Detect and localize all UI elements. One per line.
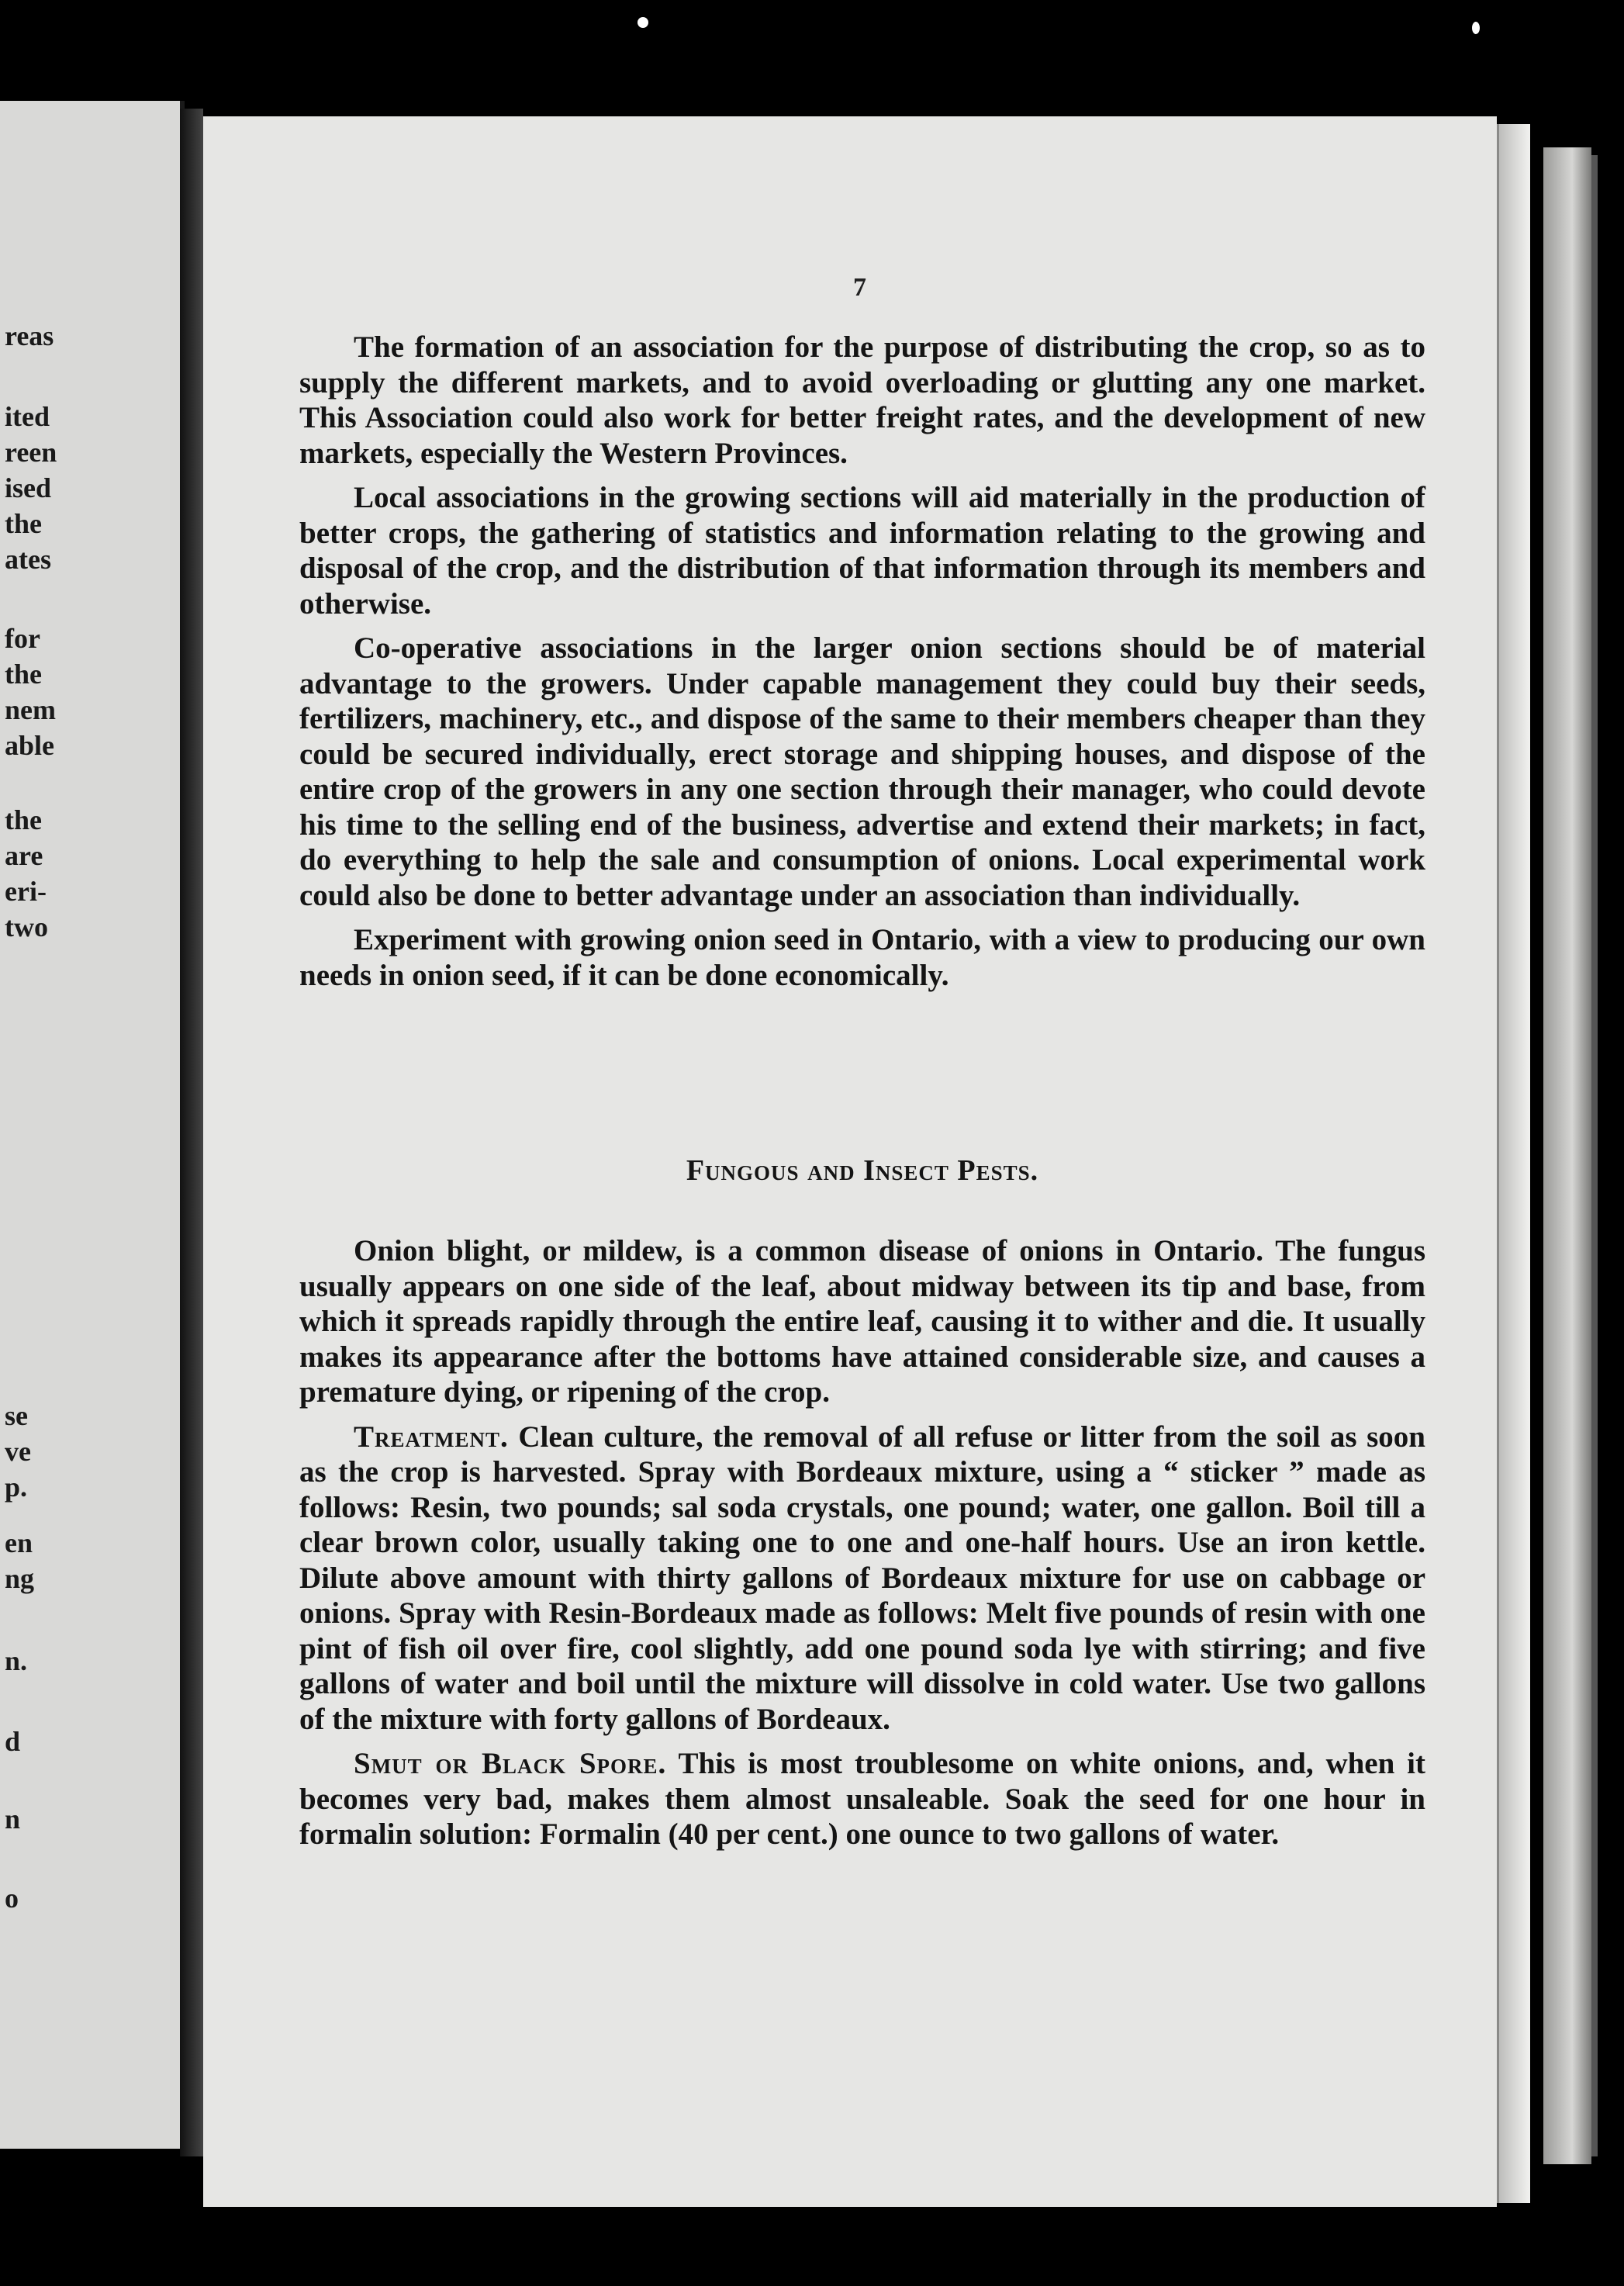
left-page-fragment: eri-: [5, 876, 47, 907]
scan-speck: [1472, 22, 1480, 34]
left-page-fragment: able: [5, 730, 55, 761]
left-page-fragment: ised: [5, 472, 52, 503]
treatment-text: Clean culture, the removal of all refuse or litter from the soil as soon as the crop is harvested. Spray with Bordeaux mixture, using a “ sticker ” made as follows: Resin, two pounds; sal soda crystals, one pound; water, one gallon. Boil till a clear brown color, usually taking one to one and one-half hours. Use an iron kettle. Dilute above amount with thirty gallons of Bordeaux mixture for use on cabbage or onions. Spray with Resin-Bordeaux made as follows: Melt five pounds of resin with one pint of fish oil over fire, cool slightly, add one pound soda lye with stirring; and five gallons of water and boil until the mixture will dissolve in cold water. Use two gallons of the mixture with forty gallons of Bordeaux.: [299, 1420, 1425, 1736]
left-page-fragment: o: [5, 1883, 19, 1914]
treatment-label: Treatment.: [354, 1420, 509, 1454]
left-page-fragment: the: [5, 659, 42, 690]
paragraph-smut: [299, 1746, 1425, 1852]
left-page-fragment: p.: [5, 1472, 28, 1503]
smut-text: This is most troublesome on white onions, and, when it becomes very bad, makes them almost unsaleable. Soak the seed for one hour in formalin solution: Formalin (40 per cent.) one ounce to two gallons of water.: [299, 1747, 1426, 1851]
section-heading: Fungous and Insect Pests.: [686, 1154, 1039, 1187]
association-paragraphs: [299, 330, 1425, 1002]
left-page-fragment: se: [5, 1400, 28, 1431]
smut-label: Smut or Black Spore.: [354, 1747, 667, 1780]
left-page-fragment: nem: [5, 694, 56, 725]
paragraph-cooperative-associations: Co-operative associations in the larger onion sections should be of material advantage to the growers. Under capable management they could buy their seeds, fertilizers, machinery, etc., and dispose of the same to their members cheaper than they could be secured individually, erect storage and shipping houses, and dispose of the entire crop of the growers in any one section through their manager, who could devote his time to the selling end of the business, advertise and extend their markets; in fact, do everything to help the sale and consumption of onions. Local experimental work could also be done to better advantage under an association than individually.: [299, 631, 1425, 912]
left-page-fragment: n.: [5, 1645, 28, 1676]
book-gutter-shadow: [180, 109, 203, 2156]
scan-speck: [638, 17, 648, 28]
paragraph-local-associations: Local associations in the growing sections will aid materially in the production of better crops, the gathering of statistics and information relating to the growing and disposal of the crop, and the distribution of that information through its members and otherwise.: [299, 481, 1425, 621]
page-edge: [1497, 124, 1530, 2203]
left-page-fragment: two: [5, 911, 48, 942]
left-page-fragment: reen: [5, 437, 57, 468]
left-page-fragment: the: [5, 804, 42, 835]
left-page-fragment: reas: [5, 320, 54, 351]
left-page-fragment: are: [5, 840, 43, 871]
pests-paragraphs: [299, 1233, 1425, 1862]
page-number: 7: [853, 273, 866, 302]
left-page-fragment: n: [5, 1804, 21, 1835]
left-page-fragment: en: [5, 1527, 33, 1558]
left-page-fragment: ng: [5, 1563, 35, 1594]
paragraph-association-formation: The formation of an association for the purpose of distributing the crop, so as to supply the different markets, and to avoid overloading or glutting any one market. This Association could also work for better freight rates, and the development of new markets, especially the Western Provinces.: [299, 330, 1425, 470]
left-page-fragment: ates: [5, 544, 51, 575]
paragraph-onion-blight: Onion blight, or mildew, is a common disease of onions in Ontario. The fungus usually appears on one side of the leaf, about midway between its tip and base, from which it spreads rapidly through the entire leaf, causing it to wither and die. It usually makes its appearance after the bottoms have attained considerable size, and causes a premature dying, or ripening of the crop.: [299, 1234, 1425, 1409]
book-cover-edge-shadow: [1591, 155, 1598, 2156]
left-page-fragment: the: [5, 508, 42, 539]
left-page-fragment: for: [5, 623, 40, 654]
paragraph-onion-seed-experiment: Experiment with growing onion seed in Ontario, with a view to producing our own needs in onion seed, if it can be done economically.: [299, 923, 1425, 992]
paragraph-treatment: [299, 1420, 1425, 1738]
left-page-fragment: ited: [5, 401, 50, 432]
left-facing-page: [0, 101, 185, 2149]
book-cover-edge: [1543, 147, 1591, 2164]
left-page-fragment: ve: [5, 1436, 31, 1467]
left-page-fragment: d: [5, 1726, 21, 1757]
